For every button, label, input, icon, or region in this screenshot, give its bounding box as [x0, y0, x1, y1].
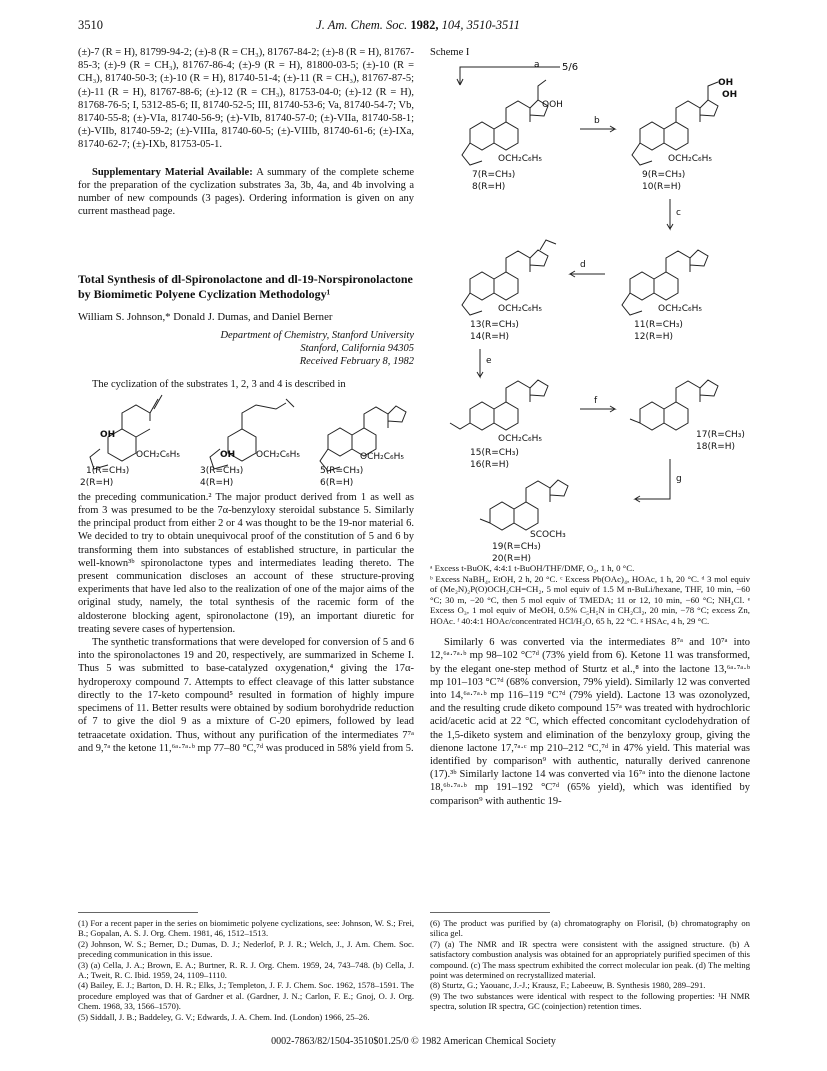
arrow-f-label: f — [594, 396, 598, 407]
compound-label-7: 7(R=CH₃) — [472, 170, 516, 181]
label-thioacetyl: SCOCH₃ — [530, 530, 566, 541]
scheme-title: Scheme I — [430, 47, 470, 58]
right-footnotes — [430, 918, 750, 1012]
compound-label-19: 19(R=CH₃) — [492, 542, 541, 553]
footnote: (8) Sturtz, G.; Yaouanc, J.-J.; Krausz, F.; Labeeuw, B. Synthesis 1980, 289–291. — [430, 980, 706, 991]
compound-label-18: 18(R=H) — [696, 442, 736, 453]
arrow-a-target: 5/6 — [562, 62, 579, 74]
footnote: (4) Bailey, E. J.; Barton, D. H. R.; Elks, J.; Templeton, J. F. J. Chem. Soc. 1962, 1578–1591. The procedure employed was that of Gardner et al. (Gardner, J. N.; Carlon, F. E.; Gnoj, O. J. Org. Chem. 1968, 33, 1566–1570). — [78, 980, 414, 1012]
label-oh: OH — [718, 78, 734, 89]
scheme-note: ᵇ Excess NaBH₄, EtOH, 2 h, 20 °C. ᶜ Excess Pb(OAc)₄, HOAc, 1 h, 20 °C. ᵈ 3 mol equiv of (Me₂N)₂P(O)OCH₂CH=CH₂, 5 mol equiv of 1.5 M n-BuLi/hexane, THF, 10 min, −60 °C; 30 m, −20 °C, then 5 mol equiv of TMEDA; 11 or 12, 10 min, −60 °C; NH₄Cl. ᵉ Excess O₃, 1 mol equiv of MeOH, 0.5% C₅H₅N in CH₂Cl₂, 20 min, −78 °C; excess Zn, HOAc. ᶠ 40:4:1 HOAc/concentrated HCl/H₂O, 65 h, 22 °C. ᵍ HSAc, 4 h, 29 °C. — [430, 573, 750, 626]
compound-label-3: 3(R=CH₃) — [200, 465, 244, 476]
footnote: (6) The product was purified by (a) chromatography on Florisil, (b) chromatography on silica gel. — [430, 918, 750, 939]
affiliation-dept: Department of Chemistry, Stanford University — [220, 329, 414, 341]
footnote-rule — [78, 912, 198, 913]
copyright-footer: 0002-7863/82/1504-3510$01.25/0 © 1982 American Chemical Society — [271, 1036, 556, 1047]
label-benzyloxy: OCH₂C₆H₅ — [498, 434, 543, 445]
compound-label-20: 20(R=H) — [492, 554, 532, 565]
footnote: (2) Johnson, W. S.; Berner, D.; Dumas, D. J.; Nederlof, P. J. R.; Welch, J., J. Am. Chem. Soc. preceding communication in this issue. — [78, 938, 414, 960]
label-oh: OH — [220, 449, 236, 460]
arrow-b-label: b — [594, 116, 600, 127]
footnote: (7) (a) The NMR and IR spectra were consistent with the assigned structure. (b) A satisfactory combustion analysis was obtained for an appropriately purified specimen of this compound. (c) The mass spectrum exhibited the correct molecular ion peak. (d) The melting point was determined on recrystallized material. — [430, 938, 750, 981]
running-header — [78, 18, 758, 34]
body-paragraph-3: Similarly 6 was converted via the intermediates 8⁷ᵃ and 10⁷ᵃ into 12,⁶ᵃ·⁷ᵃ·ᵇ mp 98–102 °C⁷ᵈ (73% yield from 6). Ketone 11 was transformed, by the elegant one-step method of Sturtz et al.,⁸ into the lactone 13,⁶ᵃ·⁷ᵃ·ᵇ mp 101–103 °C⁷ᵈ (68% conversion, 79% yield). Similarly 12 was converted into 14,⁶ᵃ·⁷ᵃ·ᵇ mp 116–119 °C⁷ᵈ (79% yield). Lactone 13 was ozonolyzed, and the resulting crude diketo compound 15⁷ᵃ was treated with hydrochloric acid/acetic acid at 22 °C, which effected concomitant cyclodehydration of the 1,5-diketo system and elimination of the benzyloxy group, giving the dienone lactone 17,⁷ᵃ·ᶜ mp 210–212 °C,⁷ᵈ in 47% yield. This material was identified by comparison⁹ with authentic, naturally derived canrenone (17).³ᵇ Similarly lactone 14 was converted via 16⁷ᵃ into the dienone lactone 18,⁶ᵇ·⁷ᵃ·ᵇ mp 191–192 °C⁷ᵈ (65% yield), which was identified by comparison⁹ with authentic 19- — [430, 637, 750, 807]
label-benzyloxy: OCH₂C₆H₅ — [658, 304, 703, 315]
compound-label-1: 1(R=CH₃) — [86, 465, 130, 476]
label-oh: OH — [100, 429, 116, 440]
compound-label-16: 16(R=H) — [470, 460, 510, 471]
compound-label-14: 14(R=H) — [470, 332, 510, 343]
label-benzyloxy: OCH₂C₆H₅ — [498, 304, 543, 315]
journal-citation: J. Am. Chem. Soc. 1982, 104, 3510-3511 — [316, 18, 520, 32]
scheme-notes — [430, 563, 750, 626]
right-column — [430, 46, 750, 808]
supplementary-material: Supplementary Material Available: A summary of the complete scheme for the preparation of the cyclization substrates 3a, 3b, 4a, and 4b involving a number of new compounds (3 pages). Ordering information is given on any current masthead page. — [78, 166, 415, 218]
arrow-a-label: a — [534, 60, 540, 71]
compound-label-2: 2(R=H) — [80, 477, 114, 488]
compound-label-9: 9(R=CH₃) — [642, 170, 686, 181]
label-benzyloxy: OCH₂C₆H₅ — [256, 449, 301, 460]
registry-numbers: (±)-7 (R = H), 81799-94-2; (±)-8 (R = CH₃), 81767-84-2; (±)-8 (R = H), 81767-85-3; (±)-9 (R = CH₃), 81767-86-4; (±)-9 (R = H), 81800-03-5; (±)-10 (R = CH₃), 81740-50-3; (±)-10 (R = H), 81740-51-4; (±)-11 (R = CH₃), 81767-87-5; (±)-11 (R = H), 81767-88-6; (±)-12 (R = CH₃), 81753-04-0; (±)-12 (R = H), 81768-76-5; I, 5312-85-6; II, 81740-52-5; III, 81740-53-6; Va, 81740-54-7; Vb, 81740-55-8; (±)-VIa, 81740-56-9; (±)-VIb, 81740-57-0; (±)-VIIa, 81740-58-1; (±)-VIIb, 81740-59-2; (±)-VIIIa, 81740-60-5; (±)-VIIIb, 81740-61-6; (±)-IXa, 81740-62-7; (±)-IXb, 81753-05-1. — [78, 47, 414, 151]
left-footnotes — [78, 918, 414, 1022]
arrow-e-label: e — [486, 356, 492, 367]
footnote: (9) The two substances were identical with respect to the following properties: ¹H NMR spectra, solution IR spectra, GC (coinjection) retention times. — [430, 990, 750, 1012]
arrow-d-label: d — [580, 260, 586, 271]
footnote-rule — [430, 912, 550, 913]
arrow-g-label: g — [676, 474, 682, 485]
label-benzyloxy: OCH₂C₆H₅ — [136, 449, 181, 460]
label-benzyloxy: OCH₂C₆H₅ — [498, 154, 543, 165]
intro-text: The cyclization of the substrates 1, 2, 3 and 4 is described in — [92, 378, 346, 390]
label-benzyloxy: OCH₂C₆H₅ — [668, 154, 713, 165]
arrow-c-label: c — [676, 208, 681, 219]
compound-label-10: 10(R=H) — [642, 182, 682, 193]
received-date: Received February 8, 1982 — [299, 355, 414, 367]
article-title: Total Synthesis of dl-Spironolactone and dl-19-Norspironolactone by Biomimetic Polyene Cyclization Methodology¹ — [78, 272, 413, 301]
label-ooh: OOH — [542, 100, 563, 111]
footnote: (1) For a recent paper in the series on biomimetic polyene cyclizations, see: Johnson, W. S.; Frei, B.; Gopalan, A. S. J. Org. Chem. 1981, 46, 1512–1513. — [78, 918, 414, 939]
body-paragraph-1: the preceding communication.² The major product derived from 1 as well as from 3 was presumed to be the 7α-benzyloxy steroidal substance 5. Similarly the principal product from either 2 or 4 was thought to be the 19-nor material 6. We decided to try to obtain unequivocal proof of the constitution of 5 and 6 by transforming them into substances of established structure, in particular the well-known³ᵇ spironolactone types and intermediates leading thereto. The present communication discloses an account of these structure-proving experiments that have led also to the realization of one of the major aims of the original study, namely, the total synthesis of the racemic form of the aldosterone blocking agent, spironolactone (19), an important diuretic for treating severe cases of hypertension. — [78, 491, 414, 635]
scheme-note: ᵃ Excess t-BuOK, 4:4:1 t-BuOH/THF/DMF, O₂, 1 h, 0 °C. — [430, 563, 635, 574]
page-number: 3510 — [78, 18, 103, 32]
compound-label-15: 15(R=CH₃) — [470, 448, 519, 459]
label-benzyloxy: OCH₂C₆H₅ — [360, 451, 405, 462]
body-paragraph-2: The synthetic transformations that were developed for conversion of 5 and 6 into the spironolactones 19 and 20, respectively, are summarized in Scheme I. Thus 5 was submitted to base-catalyzed oxygenation,⁴ giving the 17α-hydroperoxy compound 7. Attempts to effect cleavage of this latter substance directly to the 17-keto compound⁵ resulted in formation of highly impure specimens of 11. Better results were obtained by sodium borohydride reduction of 7 to give the diol 9 as a mixture of C-20 epimers, followed by lead tetraacetate oxidation. Thus, without any purification of the intermediates 7⁷ᵃ and 9,⁷ᵃ the ketone 11,⁶ᵃ·⁷ᵃ·ᵇ mp 77–80 °C,⁷ᵈ was produced in 58% yield from 5. — [78, 637, 414, 754]
compound-label-4: 4(R=H) — [200, 477, 234, 488]
label-oh: OH — [722, 90, 738, 101]
compound-label-11: 11(R=CH₃) — [634, 320, 683, 331]
left-column — [78, 46, 414, 755]
compound-label-12: 12(R=H) — [634, 332, 674, 343]
compound-label-13: 13(R=CH₃) — [470, 320, 519, 331]
substrate-structures-figure — [78, 397, 414, 487]
affiliation-city: Stanford, California 94305 — [300, 342, 414, 354]
footnote: (3) (a) Cella, J. A.; Brown, E. A.; Burtner, R. R. J. Org. Chem. 1959, 24, 743–748. (b) Cella, J. A.; Tweit, R. C. Ibid. 1959, 24, 1109–1110. — [78, 959, 414, 981]
scheme-1-figure — [430, 59, 750, 563]
compound-label-17: 17(R=CH₃) — [696, 430, 745, 441]
compound-label-6: 6(R=H) — [320, 477, 354, 488]
author-list: William S. Johnson,* Donald J. Dumas, and Daniel Berner — [78, 311, 333, 324]
compound-label-5: 5(R=CH₃) — [320, 465, 364, 476]
compound-label-8: 8(R=H) — [472, 182, 506, 193]
footnote: (5) Siddall, J. B.; Baddeley, G. V.; Edwards, J. A. Chem. Ind. (London) 1966, 25–26. — [78, 1011, 370, 1022]
